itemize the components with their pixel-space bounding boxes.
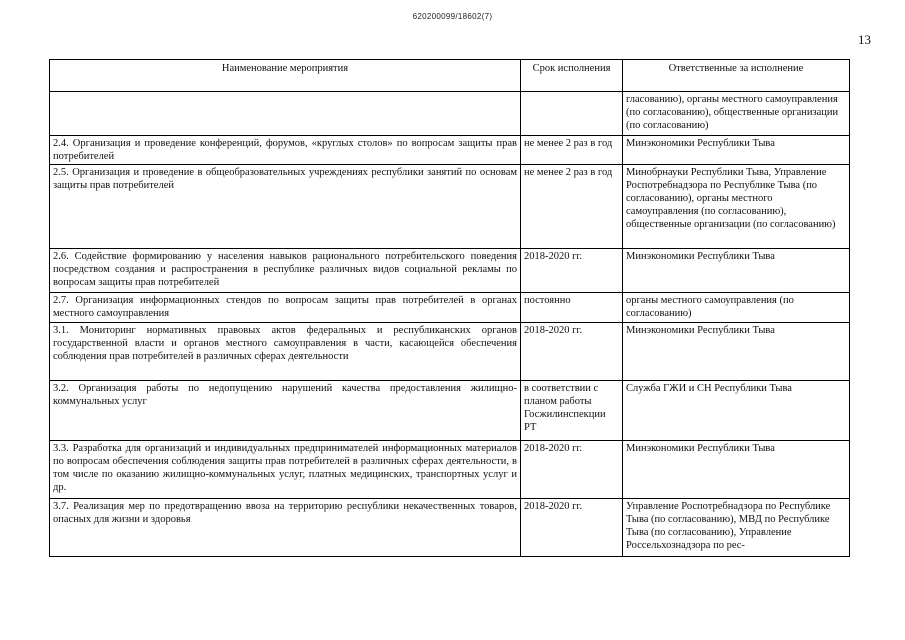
- cell-responsible: Минэкономики Республики Тыва: [623, 136, 850, 165]
- table-row: [50, 323, 850, 381]
- cell-term: не менее 2 раз в год: [521, 165, 623, 249]
- table-row: [50, 249, 850, 293]
- cell-name: [50, 92, 521, 136]
- table-row: [50, 293, 850, 323]
- cell-term: 2018-2020 гг.: [521, 499, 623, 557]
- cell-term: [521, 92, 623, 136]
- cell-name: 2.7. Организация информационных стендов по вопросам защиты прав потребителей в органах местного самоуправления: [50, 293, 521, 323]
- table-header-row: [50, 60, 850, 92]
- cell-term: 2018-2020 гг.: [521, 249, 623, 293]
- table-row: [50, 165, 850, 249]
- table-row: [50, 136, 850, 165]
- cell-responsible: гласованию), органы местного самоуправления (по согласованию), общественные организации (по согласованию): [623, 92, 850, 136]
- cell-name: 2.5. Организация и проведение в общеобразовательных учреждениях республики занятий по основам защиты прав потребителей: [50, 165, 521, 249]
- page-number: 13: [858, 32, 871, 47]
- cell-name: 3.2. Организация работы по недопущению нарушений качества предоставления жилищно-коммунальных услуг: [50, 381, 521, 441]
- cell-responsible: Минэкономики Республики Тыва: [623, 441, 850, 499]
- cell-responsible: Минэкономики Республики Тыва: [623, 323, 850, 381]
- cell-name: 3.7. Реализация мер по предотвращению ввоза на территорию республики некачественных товаров, опасных для жизни и здоровья: [50, 499, 521, 557]
- column-header-responsible: Ответственные за исполнение: [623, 60, 850, 92]
- cell-term: 2018-2020 гг.: [521, 441, 623, 499]
- cell-name: 3.3. Разработка для организаций и индивидуальных предпринимателей информационных материалов по вопросам обеспечения соблюдения защиты прав потребителей в различных сферах деятельности, в том числе по оказанию жилищно-коммунальных услуг, платных медицинских, транспортных услуг и др.: [50, 441, 521, 499]
- table-row: [50, 499, 850, 557]
- column-header-term: Срок исполнения: [521, 60, 623, 92]
- cell-term: в соответствии с планом работы Госжилинспекции РТ: [521, 381, 623, 441]
- cell-term: 2018-2020 гг.: [521, 323, 623, 381]
- cell-term: постоянно: [521, 293, 623, 323]
- column-header-name: Наименование мероприятия: [50, 60, 521, 92]
- measures-table: [49, 59, 850, 557]
- cell-responsible: Управление Роспотребнадзора по Республике Тыва (по согласованию), МВД по Республике Тыва (по согласованию), Управление Россельхознадзора по рес-: [623, 499, 850, 557]
- cell-name: 2.4. Организация и проведение конференций, форумов, «круглых столов» по вопросам защиты прав потребителей: [50, 136, 521, 165]
- cell-responsible: органы местного самоуправления (по согласованию): [623, 293, 850, 323]
- cell-responsible: Служба ГЖИ и СН Республики Тыва: [623, 381, 850, 441]
- cell-responsible: Минобрнауки Республики Тыва, Управление Роспотребнадзора по Республике Тыва (по согласованию), органы местного самоуправления (по согласованию), общественные организации (по согласованию): [623, 165, 850, 249]
- cell-name: 2.6. Содействие формированию у населения навыков рационального потребительского поведения посредством создания и распространения в республике различных видов социальной рекламы по вопросам защиты прав потребителей: [50, 249, 521, 293]
- table-row: [50, 92, 850, 136]
- table-row: [50, 441, 850, 499]
- document-registration-code: 620200099/18602(7): [412, 12, 493, 21]
- cell-responsible: Минэкономики Республики Тыва: [623, 249, 850, 293]
- cell-term: не менее 2 раз в год: [521, 136, 623, 165]
- cell-name: 3.1. Мониторинг нормативных правовых актов федеральных и республиканских органов государственной власти и органов местного самоуправления в части, касающейся обеспечения соблюдения прав потребителей в различных сферах деятельности: [50, 323, 521, 381]
- table-row: [50, 381, 850, 441]
